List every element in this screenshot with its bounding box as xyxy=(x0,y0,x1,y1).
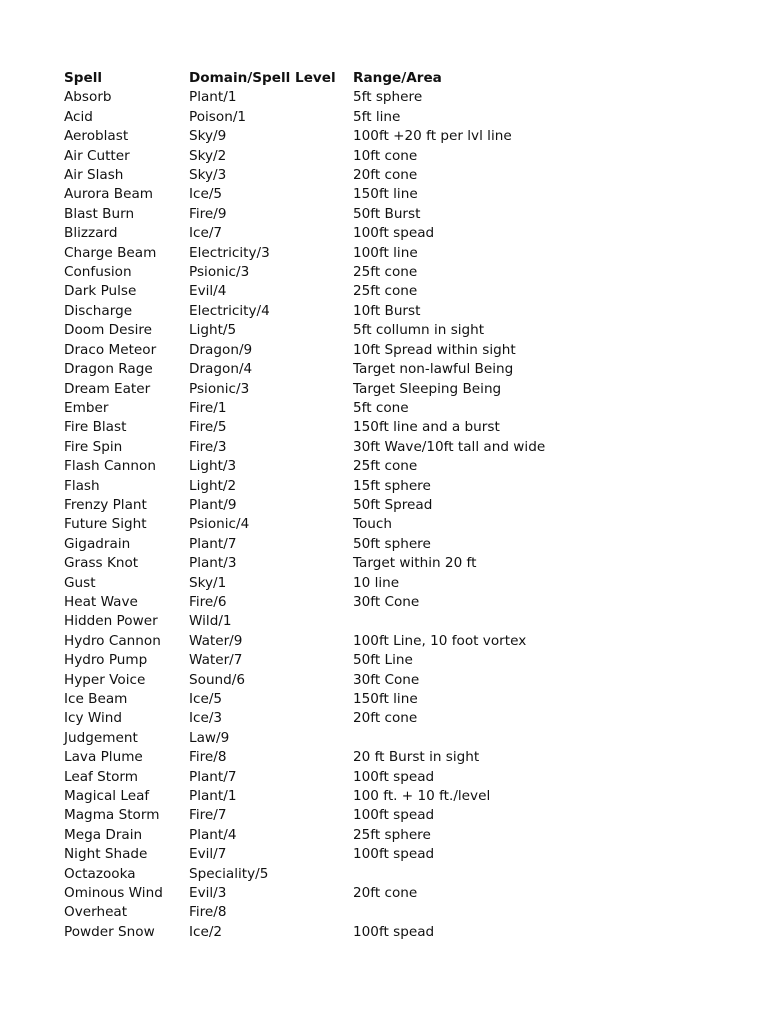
table-row xyxy=(64,477,653,496)
spell-name-cell: Aurora Beam xyxy=(64,186,154,203)
spell-name-cell: Grass Knot xyxy=(64,555,139,572)
table-row xyxy=(64,127,653,146)
table-row xyxy=(64,418,653,437)
spell-name-cell: Dream Eater xyxy=(64,380,151,397)
domain-level-cell: Electricity/3 xyxy=(189,244,270,261)
domain-level-cell: Evil/4 xyxy=(189,283,227,300)
range-area-cell: 25ft cone xyxy=(353,458,418,475)
table-row xyxy=(64,748,653,767)
table-row xyxy=(64,884,653,903)
range-area-cell: 25ft cone xyxy=(353,264,418,281)
domain-level-cell: Electricity/4 xyxy=(189,302,270,319)
table-row xyxy=(64,593,653,612)
table-header-row xyxy=(64,69,653,88)
table-row xyxy=(64,205,653,224)
domain-level-cell: Speciality/5 xyxy=(189,865,269,882)
domain-level-cell: Sky/2 xyxy=(189,147,227,164)
domain-level-cell: Law/9 xyxy=(189,729,230,746)
spell-name-cell: Ember xyxy=(64,399,109,416)
domain-level-cell: Light/5 xyxy=(189,322,237,339)
spell-name-cell: Dragon Rage xyxy=(64,361,153,378)
domain-level-cell: Dragon/9 xyxy=(189,341,253,358)
domain-level-cell: Plant/3 xyxy=(189,555,237,572)
spell-name-cell: Blast Burn xyxy=(64,205,135,222)
header-range-area: Range/Area xyxy=(353,70,442,86)
domain-level-cell: Fire/9 xyxy=(189,205,227,222)
domain-level-cell: Ice/7 xyxy=(189,225,223,242)
table-body xyxy=(64,88,653,942)
spell-name-cell: Judgement xyxy=(64,729,138,746)
domain-level-cell: Sky/3 xyxy=(189,167,227,184)
domain-level-cell: Water/7 xyxy=(189,652,243,669)
range-area-cell: 100ft line xyxy=(353,244,418,261)
table-row xyxy=(64,224,653,243)
range-area-cell: 20ft cone xyxy=(353,167,418,184)
table-row xyxy=(64,535,653,554)
table-row xyxy=(64,341,653,360)
table-row xyxy=(64,690,653,709)
spell-name-cell: Draco Meteor xyxy=(64,341,157,358)
domain-level-cell: Fire/5 xyxy=(189,419,227,436)
spell-name-cell: Hydro Cannon xyxy=(64,632,161,649)
spell-name-cell: Future Sight xyxy=(64,516,147,533)
table-row xyxy=(64,554,653,573)
spell-name-cell: Acid xyxy=(64,108,93,125)
spell-name-cell: Leaf Storm xyxy=(64,768,139,785)
domain-level-cell: Fire/6 xyxy=(189,593,227,610)
spell-name-cell: Blizzard xyxy=(64,225,118,242)
spell-sheet xyxy=(64,69,653,942)
domain-level-cell: Sky/1 xyxy=(189,574,227,591)
spell-name-cell: Gust xyxy=(64,574,96,591)
range-area-cell: 100ft spead xyxy=(353,225,435,242)
range-area-cell xyxy=(353,903,653,922)
domain-level-cell: Wild/1 xyxy=(189,613,232,630)
range-area-cell: 30ft Wave/10ft tall and wide xyxy=(353,438,546,455)
range-area-cell: Target Sleeping Being xyxy=(353,380,502,397)
range-area-cell: 5ft line xyxy=(353,108,401,125)
spell-name-cell: Fire Blast xyxy=(64,419,127,436)
range-area-cell: 100ft spead xyxy=(353,768,435,785)
domain-level-cell: Ice/5 xyxy=(189,186,223,203)
table-row xyxy=(64,612,653,631)
spell-name-cell: Confusion xyxy=(64,264,132,281)
spell-name-cell: Ominous Wind xyxy=(64,885,163,902)
domain-level-cell: Psionic/4 xyxy=(189,516,250,533)
range-area-cell: 20ft cone xyxy=(353,710,418,727)
range-area-cell: 10ft Burst xyxy=(353,302,421,319)
table-row xyxy=(64,632,653,651)
table-row xyxy=(64,515,653,534)
table-row xyxy=(64,244,653,263)
header-spell: Spell xyxy=(64,70,103,86)
spell-name-cell: Night Shade xyxy=(64,846,148,863)
table-row xyxy=(64,651,653,670)
range-area-cell: 150ft line xyxy=(353,186,418,203)
spell-name-cell: Air Slash xyxy=(64,167,124,184)
range-area-cell: 30ft Cone xyxy=(353,671,420,688)
range-area-cell: 10ft Spread within sight xyxy=(353,341,516,358)
table-row xyxy=(64,166,653,185)
domain-level-cell: Ice/5 xyxy=(189,691,223,707)
range-area-cell: 100 ft. + 10 ft./level xyxy=(353,788,491,805)
domain-level-cell: Psionic/3 xyxy=(189,264,250,281)
domain-level-cell: Light/3 xyxy=(189,458,237,475)
range-area-cell: 10 line xyxy=(353,574,400,591)
spell-name-cell: Magical Leaf xyxy=(64,788,150,805)
domain-level-cell: Evil/3 xyxy=(189,885,227,902)
range-area-cell: 100ft Line, 10 foot vortex xyxy=(353,632,527,649)
spell-table xyxy=(64,69,653,942)
table-row xyxy=(64,399,653,418)
domain-level-cell: Light/2 xyxy=(189,477,237,494)
table-row xyxy=(64,826,653,845)
range-area-cell: 150ft line and a burst xyxy=(353,419,500,436)
table-row xyxy=(64,263,653,282)
table-row xyxy=(64,360,653,379)
domain-level-cell: Sky/9 xyxy=(189,128,227,145)
spell-name-cell: Hydro Pump xyxy=(64,652,148,669)
domain-level-cell: Plant/9 xyxy=(189,496,237,513)
spell-name-cell: Flash Cannon xyxy=(64,458,156,475)
range-area-cell: 50ft Line xyxy=(353,652,413,669)
spell-name-cell: Air Cutter xyxy=(64,147,130,164)
domain-level-cell: Plant/1 xyxy=(189,788,237,805)
range-area-cell: 5ft sphere xyxy=(353,89,423,106)
spell-name-cell: Ice Beam xyxy=(64,691,128,707)
spell-name-cell: Lava Plume xyxy=(64,749,143,766)
range-area-cell: Target within 20 ft xyxy=(353,555,477,572)
range-area-cell: 100ft spead xyxy=(353,846,435,863)
spell-name-cell: Absorb xyxy=(64,89,112,106)
domain-level-cell: Fire/8 xyxy=(189,749,227,766)
spell-name-cell: Frenzy Plant xyxy=(64,496,147,513)
range-area-cell: Touch xyxy=(353,516,393,533)
spell-name-cell: Aeroblast xyxy=(64,128,129,145)
table-row xyxy=(64,380,653,399)
spell-name-cell: Doom Desire xyxy=(64,322,153,339)
domain-level-cell: Ice/2 xyxy=(189,923,223,940)
spell-name-cell: Overheat xyxy=(64,904,128,921)
range-area-cell: 20ft cone xyxy=(353,885,418,902)
spell-name-cell: Powder Snow xyxy=(64,923,155,940)
spell-name-cell: Octazooka xyxy=(64,865,136,882)
domain-level-cell: Fire/1 xyxy=(189,399,227,416)
table-row xyxy=(64,787,653,806)
table-row xyxy=(64,438,653,457)
range-area-cell: 50ft sphere xyxy=(353,535,431,552)
range-area-cell xyxy=(353,865,653,884)
spell-name-cell: Magma Storm xyxy=(64,807,160,824)
spell-name-cell: Discharge xyxy=(64,302,133,319)
domain-level-cell: Plant/7 xyxy=(189,535,237,552)
range-area-cell: 25ft cone xyxy=(353,283,418,300)
spell-name-cell: Icy Wind xyxy=(64,710,123,727)
table-row xyxy=(64,282,653,301)
table-row xyxy=(64,496,653,515)
spell-name-cell: Dark Pulse xyxy=(64,283,137,300)
range-area-cell: 50ft Burst xyxy=(353,205,421,222)
spell-name-cell: Heat Wave xyxy=(64,593,138,610)
table-row xyxy=(64,457,653,476)
table-row xyxy=(64,729,653,748)
range-area-cell xyxy=(353,729,653,748)
table-row xyxy=(64,768,653,787)
domain-level-cell: Water/9 xyxy=(189,632,243,649)
spell-name-cell: Flash xyxy=(64,477,100,494)
range-area-cell: 100ft spead xyxy=(353,923,435,940)
header-domain-spell-level: Domain/Spell Level xyxy=(189,70,336,86)
table-row xyxy=(64,806,653,825)
table-row xyxy=(64,302,653,321)
table-row xyxy=(64,321,653,340)
table-row xyxy=(64,108,653,127)
table-row xyxy=(64,147,653,166)
range-area-cell: 10ft cone xyxy=(353,147,418,164)
domain-level-cell: Dragon/4 xyxy=(189,361,253,378)
domain-level-cell: Fire/8 xyxy=(189,904,227,921)
range-area-cell: Target non-lawful Being xyxy=(353,361,514,378)
table-row xyxy=(64,865,653,884)
spell-name-cell: Gigadrain xyxy=(64,535,131,552)
domain-level-cell: Poison/1 xyxy=(189,108,247,125)
table-row xyxy=(64,185,653,204)
domain-level-cell: Plant/4 xyxy=(189,826,237,843)
range-area-cell: 30ft Cone xyxy=(353,593,420,610)
table-row xyxy=(64,671,653,690)
spell-name-cell: Charge Beam xyxy=(64,244,157,261)
table-row xyxy=(64,923,653,942)
domain-level-cell: Plant/7 xyxy=(189,768,237,785)
range-area-cell: 100ft spead xyxy=(353,807,435,824)
range-area-cell: 50ft Spread xyxy=(353,496,433,513)
spell-name-cell: Fire Spin xyxy=(64,438,123,455)
spell-name-cell: Hidden Power xyxy=(64,613,158,630)
range-area-cell: 5ft cone xyxy=(353,399,409,416)
range-area-cell: 5ft collumn in sight xyxy=(353,322,485,339)
table-row xyxy=(64,845,653,864)
range-area-cell: 20 ft Burst in sight xyxy=(353,749,480,766)
domain-level-cell: Plant/1 xyxy=(189,89,237,106)
domain-level-cell: Fire/7 xyxy=(189,807,227,824)
spell-name-cell: Mega Drain xyxy=(64,826,143,843)
range-area-cell: 25ft sphere xyxy=(353,826,431,843)
domain-level-cell: Psionic/3 xyxy=(189,380,250,397)
table-row xyxy=(64,574,653,593)
table-row xyxy=(64,903,653,922)
domain-level-cell: Sound/6 xyxy=(189,671,246,688)
domain-level-cell: Ice/3 xyxy=(189,710,223,727)
table-row xyxy=(64,88,653,107)
range-area-cell: 100ft +20 ft per lvl line xyxy=(353,128,512,145)
domain-level-cell: Evil/7 xyxy=(189,846,227,863)
range-area-cell xyxy=(353,612,653,631)
range-area-cell: 15ft sphere xyxy=(353,477,431,494)
range-area-cell: 150ft line xyxy=(353,691,418,707)
table-row xyxy=(64,709,653,728)
domain-level-cell: Fire/3 xyxy=(189,438,227,455)
spell-name-cell: Hyper Voice xyxy=(64,671,146,688)
